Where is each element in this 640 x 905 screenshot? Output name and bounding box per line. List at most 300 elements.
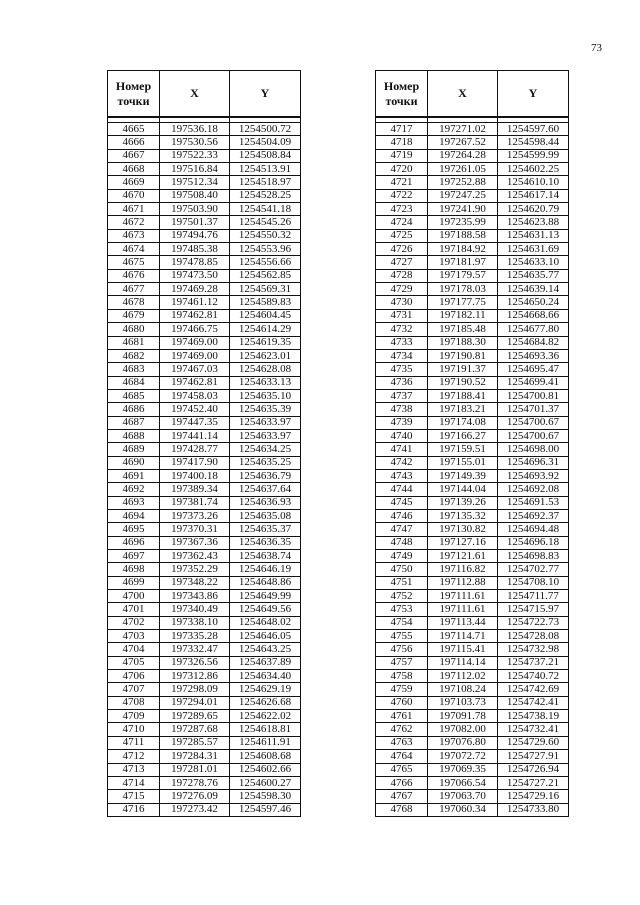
point-number-cell: 4751 [376,576,428,589]
point-number-cell: 4688 [108,429,160,442]
y-coordinate-cell: 1254696.18 [498,536,569,549]
table-row [376,750,569,763]
y-coordinate-cell: 1254622.02 [230,710,301,723]
y-coordinate-cell: 1254556.66 [230,256,301,269]
table-header-row [108,71,301,118]
table-row [108,376,301,389]
x-coordinate-cell: 197370.31 [160,523,230,536]
point-number-cell: 4700 [108,590,160,603]
table-row [376,376,569,389]
point-number-cell: 4738 [376,403,428,416]
x-coordinate-cell: 197190.52 [428,376,498,389]
x-coordinate-cell: 197111.61 [428,603,498,616]
table-row [376,216,569,229]
table-row [108,349,301,362]
x-coordinate-cell: 197066.54 [428,776,498,789]
x-coordinate-cell: 197285.57 [160,736,230,749]
x-coordinate-cell: 197338.10 [160,616,230,629]
point-number-cell: 4705 [108,656,160,669]
table-row [108,670,301,683]
x-coordinate-cell: 197121.61 [428,550,498,563]
point-number-cell: 4727 [376,256,428,269]
x-coordinate-cell: 197182.11 [428,309,498,322]
table-row [108,710,301,723]
point-number-cell: 4726 [376,243,428,256]
y-coordinate-cell: 1254619.35 [230,336,301,349]
y-coordinate-cell: 1254737.21 [498,656,569,669]
point-number-cell: 4699 [108,576,160,589]
table-row [108,523,301,536]
header-y: Y [230,71,301,118]
x-coordinate-cell: 197144.04 [428,483,498,496]
table-row [108,536,301,549]
point-number-cell: 4697 [108,550,160,563]
x-coordinate-cell: 197063.70 [428,790,498,803]
x-coordinate-cell: 197417.90 [160,456,230,469]
table-row [376,123,569,136]
point-number-cell: 4732 [376,323,428,336]
point-number-cell: 4669 [108,176,160,189]
y-coordinate-cell: 1254732.98 [498,643,569,656]
point-number-cell: 4713 [108,763,160,776]
point-number-cell: 4672 [108,216,160,229]
point-number-cell: 4722 [376,189,428,202]
y-coordinate-cell: 1254726.94 [498,763,569,776]
x-coordinate-cell: 197335.28 [160,630,230,643]
x-coordinate-cell: 197367.36 [160,536,230,549]
x-coordinate-cell: 197485.38 [160,243,230,256]
y-coordinate-cell: 1254635.10 [230,389,301,402]
table-row [376,656,569,669]
y-coordinate-cell: 1254604.45 [230,309,301,322]
x-coordinate-cell: 197135.32 [428,509,498,522]
y-coordinate-cell: 1254633.10 [498,256,569,269]
y-coordinate-cell: 1254602.66 [230,763,301,776]
table-row [376,203,569,216]
x-coordinate-cell: 197287.68 [160,723,230,736]
y-coordinate-cell: 1254742.69 [498,683,569,696]
y-coordinate-cell: 1254636.35 [230,536,301,549]
x-coordinate-cell: 197113.44 [428,616,498,629]
y-coordinate-cell: 1254692.08 [498,483,569,496]
y-coordinate-cell: 1254598.30 [230,790,301,803]
table-row [108,616,301,629]
point-number-cell: 4701 [108,603,160,616]
y-coordinate-cell: 1254500.72 [230,123,301,136]
point-number-cell: 4685 [108,389,160,402]
x-coordinate-cell: 197166.27 [428,429,498,442]
point-number-cell: 4670 [108,189,160,202]
point-number-cell: 4758 [376,670,428,683]
table-row [108,603,301,616]
table-row [108,256,301,269]
x-coordinate-cell: 197188.41 [428,389,498,402]
y-coordinate-cell: 1254694.48 [498,523,569,536]
table-row [108,296,301,309]
x-coordinate-cell: 197261.05 [428,163,498,176]
point-number-cell: 4686 [108,403,160,416]
point-number-cell: 4711 [108,736,160,749]
header-x: X [160,71,230,118]
x-coordinate-cell: 197478.85 [160,256,230,269]
point-number-cell: 4694 [108,509,160,522]
y-coordinate-cell: 1254646.05 [230,630,301,643]
x-coordinate-cell: 197469.00 [160,349,230,362]
y-coordinate-cell: 1254649.99 [230,590,301,603]
table-row [108,776,301,789]
point-number-cell: 4737 [376,389,428,402]
x-coordinate-cell: 197458.03 [160,389,230,402]
table-row [376,429,569,442]
point-number-cell: 4677 [108,283,160,296]
y-coordinate-cell: 1254617.14 [498,189,569,202]
x-coordinate-cell: 197241.90 [428,203,498,216]
point-number-cell: 4671 [108,203,160,216]
x-coordinate-cell: 197462.81 [160,309,230,322]
x-coordinate-cell: 197381.74 [160,496,230,509]
x-coordinate-cell: 197267.52 [428,136,498,149]
y-coordinate-cell: 1254677.80 [498,323,569,336]
point-number-cell: 4676 [108,269,160,282]
table-row [108,136,301,149]
point-number-cell: 4704 [108,643,160,656]
x-coordinate-cell: 197060.34 [428,803,498,816]
x-coordinate-cell: 197139.26 [428,496,498,509]
y-coordinate-cell: 1254626.68 [230,696,301,709]
x-coordinate-cell: 197271.02 [428,123,498,136]
y-coordinate-cell: 1254623.88 [498,216,569,229]
point-number-cell: 4752 [376,590,428,603]
x-coordinate-cell: 197447.35 [160,416,230,429]
point-number-cell: 4729 [376,283,428,296]
table-row [376,683,569,696]
x-coordinate-cell: 197400.18 [160,469,230,482]
y-coordinate-cell: 1254545.26 [230,216,301,229]
table-row [376,523,569,536]
point-number-cell: 4768 [376,803,428,816]
x-coordinate-cell: 197508.40 [160,189,230,202]
table-row [376,590,569,603]
x-coordinate-cell: 197373.26 [160,509,230,522]
point-number-cell: 4695 [108,523,160,536]
table-row [376,176,569,189]
y-coordinate-cell: 1254599.99 [498,149,569,162]
point-number-cell: 4757 [376,656,428,669]
table-row [376,763,569,776]
table-row [108,656,301,669]
y-coordinate-cell: 1254562.85 [230,269,301,282]
x-coordinate-cell: 197127.16 [428,536,498,549]
table-row [108,563,301,576]
point-number-cell: 4756 [376,643,428,656]
header-point-number: Номер точки [376,71,428,118]
table-row [108,550,301,563]
table-row [376,576,569,589]
table-row [108,216,301,229]
page-number: 73 [591,42,602,54]
point-number-cell: 4702 [108,616,160,629]
point-number-cell: 4748 [376,536,428,549]
x-coordinate-cell: 197536.18 [160,123,230,136]
x-coordinate-cell: 197340.49 [160,603,230,616]
y-coordinate-cell: 1254696.31 [498,456,569,469]
point-number-cell: 4707 [108,683,160,696]
x-coordinate-cell: 197184.92 [428,243,498,256]
x-coordinate-cell: 197177.75 [428,296,498,309]
point-number-cell: 4715 [108,790,160,803]
y-coordinate-cell: 1254699.41 [498,376,569,389]
point-number-cell: 4742 [376,456,428,469]
point-number-cell: 4750 [376,563,428,576]
y-coordinate-cell: 1254589.83 [230,296,301,309]
x-coordinate-cell: 197503.90 [160,203,230,216]
x-coordinate-cell: 197149.39 [428,469,498,482]
x-coordinate-cell: 197530.56 [160,136,230,149]
point-number-cell: 4680 [108,323,160,336]
y-coordinate-cell: 1254610.10 [498,176,569,189]
table-row [376,229,569,242]
point-number-cell: 4759 [376,683,428,696]
table-row [108,389,301,402]
y-coordinate-cell: 1254727.91 [498,750,569,763]
x-coordinate-cell: 197294.01 [160,696,230,709]
point-number-cell: 4673 [108,229,160,242]
point-number-cell: 4745 [376,496,428,509]
point-number-cell: 4668 [108,163,160,176]
table-row [376,189,569,202]
x-coordinate-cell: 197466.75 [160,323,230,336]
point-number-cell: 4682 [108,349,160,362]
y-coordinate-cell: 1254649.56 [230,603,301,616]
y-coordinate-cell: 1254692.37 [498,509,569,522]
table-row [108,790,301,803]
y-coordinate-cell: 1254623.01 [230,349,301,362]
y-coordinate-cell: 1254600.27 [230,776,301,789]
y-coordinate-cell: 1254637.64 [230,483,301,496]
point-number-cell: 4753 [376,603,428,616]
x-coordinate-cell: 197116.82 [428,563,498,576]
x-coordinate-cell: 197188.30 [428,336,498,349]
x-coordinate-cell: 197082.00 [428,723,498,736]
x-coordinate-cell: 197494.76 [160,229,230,242]
table-row [376,443,569,456]
x-coordinate-cell: 197155.01 [428,456,498,469]
y-coordinate-cell: 1254635.37 [230,523,301,536]
y-coordinate-cell: 1254636.93 [230,496,301,509]
x-coordinate-cell: 197103.73 [428,696,498,709]
header-x: X [428,71,498,118]
x-coordinate-cell: 197115.41 [428,643,498,656]
y-coordinate-cell: 1254611.91 [230,736,301,749]
table-row [108,469,301,482]
table-row [376,136,569,149]
y-coordinate-cell: 1254637.89 [230,656,301,669]
x-coordinate-cell: 197461.12 [160,296,230,309]
y-coordinate-cell: 1254638.74 [230,550,301,563]
table-row [108,336,301,349]
y-coordinate-cell: 1254729.16 [498,790,569,803]
point-number-cell: 4744 [376,483,428,496]
y-coordinate-cell: 1254643.25 [230,643,301,656]
point-number-cell: 4763 [376,736,428,749]
y-coordinate-cell: 1254729.60 [498,736,569,749]
y-coordinate-cell: 1254715.97 [498,603,569,616]
point-number-cell: 4698 [108,563,160,576]
point-number-cell: 4734 [376,349,428,362]
table-row [108,736,301,749]
coordinates-table-right [375,70,569,817]
y-coordinate-cell: 1254708.10 [498,576,569,589]
point-number-cell: 4667 [108,149,160,162]
point-number-cell: 4731 [376,309,428,322]
table-row [108,189,301,202]
table-row [376,630,569,643]
x-coordinate-cell: 197343.86 [160,590,230,603]
table-row [108,750,301,763]
x-coordinate-cell: 197298.09 [160,683,230,696]
y-coordinate-cell: 1254733.80 [498,803,569,816]
table-row [108,763,301,776]
point-number-cell: 4679 [108,309,160,322]
y-coordinate-cell: 1254633.97 [230,429,301,442]
y-coordinate-cell: 1254693.36 [498,349,569,362]
y-coordinate-cell: 1254648.02 [230,616,301,629]
x-coordinate-cell: 197069.35 [428,763,498,776]
y-coordinate-cell: 1254513.91 [230,163,301,176]
x-coordinate-cell: 197076.80 [428,736,498,749]
point-number-cell: 4749 [376,550,428,563]
point-number-cell: 4728 [376,269,428,282]
point-number-cell: 4691 [108,469,160,482]
table-row [376,776,569,789]
x-coordinate-cell: 197159.51 [428,443,498,456]
x-coordinate-cell: 197091.78 [428,710,498,723]
y-coordinate-cell: 1254698.83 [498,550,569,563]
y-coordinate-cell: 1254635.25 [230,456,301,469]
table-row [108,509,301,522]
x-coordinate-cell: 197284.31 [160,750,230,763]
x-coordinate-cell: 197108.24 [428,683,498,696]
point-number-cell: 4720 [376,163,428,176]
table-row [376,323,569,336]
x-coordinate-cell: 197179.57 [428,269,498,282]
point-number-cell: 4767 [376,790,428,803]
y-coordinate-cell: 1254634.40 [230,670,301,683]
point-number-cell: 4710 [108,723,160,736]
point-number-cell: 4684 [108,376,160,389]
point-number-cell: 4693 [108,496,160,509]
y-coordinate-cell: 1254701.37 [498,403,569,416]
y-coordinate-cell: 1254698.00 [498,443,569,456]
table-row [376,349,569,362]
y-coordinate-cell: 1254691.53 [498,496,569,509]
table-row [376,616,569,629]
table-header-row [376,71,569,118]
x-coordinate-cell: 197332.47 [160,643,230,656]
point-number-cell: 4739 [376,416,428,429]
y-coordinate-cell: 1254608.68 [230,750,301,763]
y-coordinate-cell: 1254550.32 [230,229,301,242]
y-coordinate-cell: 1254740.72 [498,670,569,683]
table-row [376,256,569,269]
table-row [376,269,569,282]
table-row [108,403,301,416]
table-row [376,736,569,749]
x-coordinate-cell: 197111.61 [428,590,498,603]
point-number-cell: 4719 [376,149,428,162]
x-coordinate-cell: 197428.77 [160,443,230,456]
x-coordinate-cell: 197276.09 [160,790,230,803]
point-number-cell: 4723 [376,203,428,216]
point-number-cell: 4683 [108,363,160,376]
x-coordinate-cell: 197452.40 [160,403,230,416]
table-row [376,283,569,296]
table-row [376,723,569,736]
x-coordinate-cell: 197114.14 [428,656,498,669]
point-number-cell: 4692 [108,483,160,496]
table-row [108,243,301,256]
table-row [376,469,569,482]
table-row [376,149,569,162]
table-row [376,416,569,429]
y-coordinate-cell: 1254702.77 [498,563,569,576]
header-y: Y [498,71,569,118]
y-coordinate-cell: 1254646.19 [230,563,301,576]
y-coordinate-cell: 1254597.60 [498,123,569,136]
point-number-cell: 4762 [376,723,428,736]
x-coordinate-cell: 197178.03 [428,283,498,296]
point-number-cell: 4725 [376,229,428,242]
x-coordinate-cell: 197469.28 [160,283,230,296]
x-coordinate-cell: 197469.00 [160,336,230,349]
point-number-cell: 4736 [376,376,428,389]
y-coordinate-cell: 1254635.77 [498,269,569,282]
x-coordinate-cell: 197326.56 [160,656,230,669]
y-coordinate-cell: 1254504.09 [230,136,301,149]
x-coordinate-cell: 197522.33 [160,149,230,162]
point-number-cell: 4703 [108,630,160,643]
y-coordinate-cell: 1254631.13 [498,229,569,242]
table-row [108,149,301,162]
point-number-cell: 4746 [376,509,428,522]
y-coordinate-cell: 1254528.25 [230,189,301,202]
table-row [376,336,569,349]
x-coordinate-cell: 197247.25 [428,189,498,202]
point-number-cell: 4730 [376,296,428,309]
x-coordinate-cell: 197114.71 [428,630,498,643]
y-coordinate-cell: 1254508.84 [230,149,301,162]
table-row [108,203,301,216]
table-row [108,803,301,816]
table-row [376,643,569,656]
x-coordinate-cell: 197112.02 [428,670,498,683]
y-coordinate-cell: 1254648.86 [230,576,301,589]
point-number-cell: 4761 [376,710,428,723]
y-coordinate-cell: 1254732.41 [498,723,569,736]
y-coordinate-cell: 1254635.39 [230,403,301,416]
y-coordinate-cell: 1254711.77 [498,590,569,603]
point-number-cell: 4689 [108,443,160,456]
x-coordinate-cell: 197191.37 [428,363,498,376]
point-number-cell: 4764 [376,750,428,763]
table-row [376,389,569,402]
table-row [108,429,301,442]
y-coordinate-cell: 1254727.21 [498,776,569,789]
table-row [108,123,301,136]
table-row [108,496,301,509]
x-coordinate-cell: 197512.34 [160,176,230,189]
point-number-cell: 4733 [376,336,428,349]
